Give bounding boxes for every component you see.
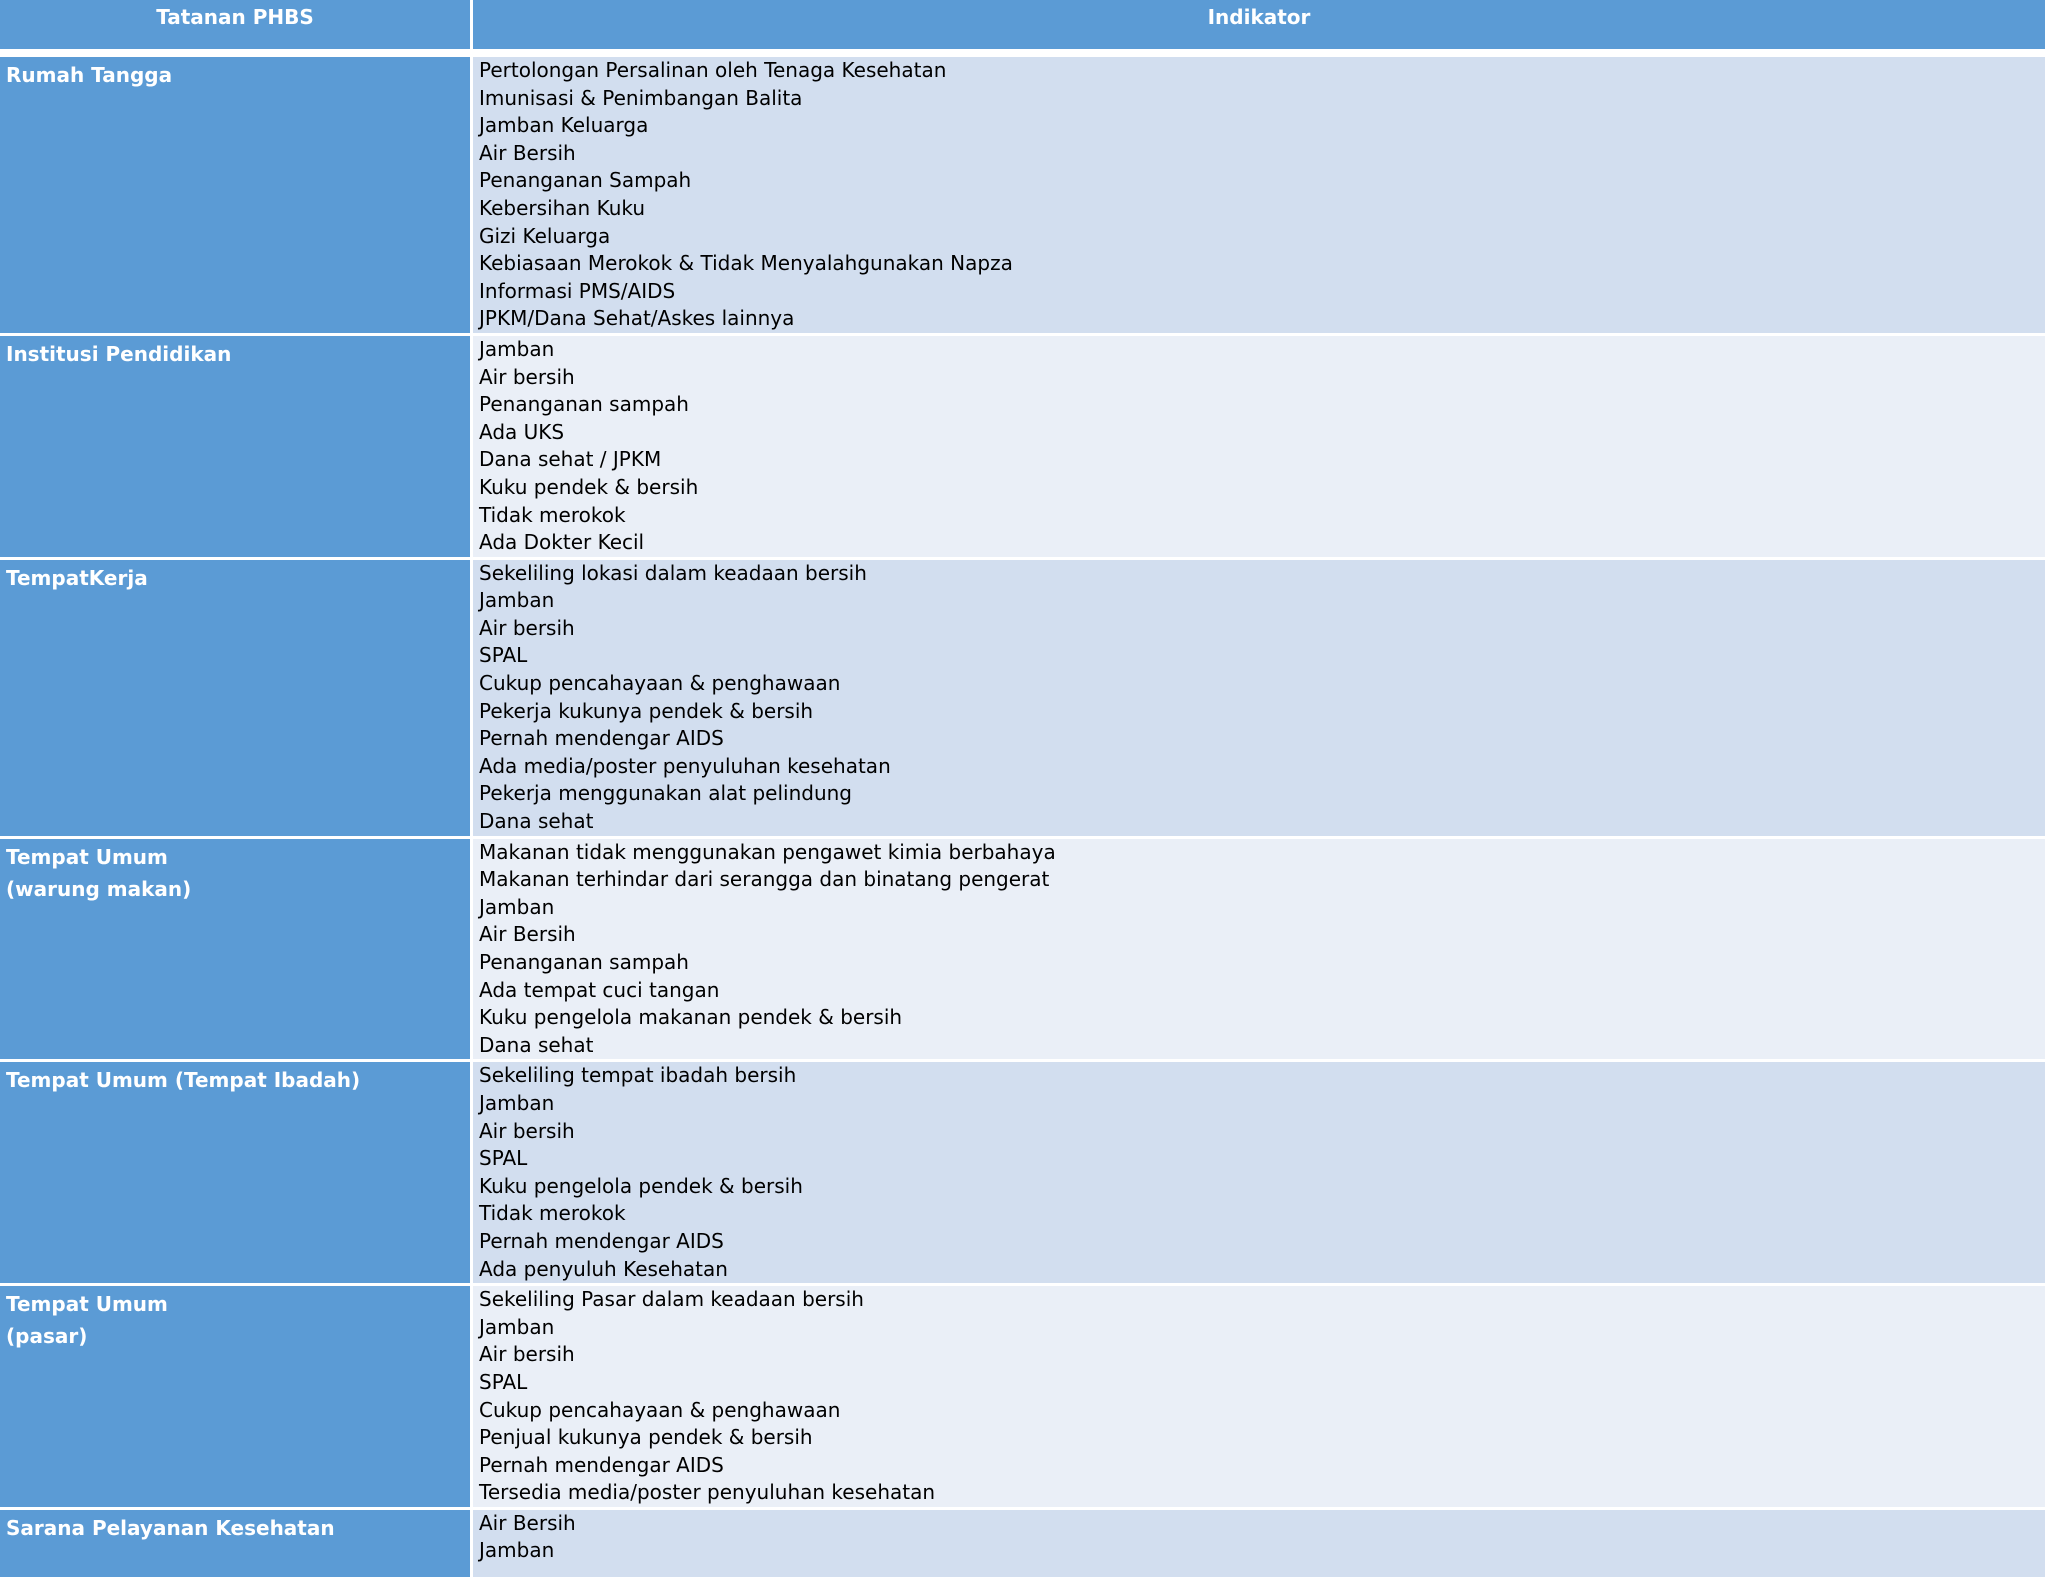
indicator-item: Kuku pendek & bersih <box>479 474 699 499</box>
category-cell <box>0 1286 473 1510</box>
indicator-item: SPAL <box>479 643 528 668</box>
table-row <box>0 1286 2048 1510</box>
indicator-item: Pertolongan Persalinan oleh Tenaga Kesehatan <box>479 58 947 82</box>
indicator-item: Tidak merokok <box>479 1201 626 1226</box>
table-body <box>0 57 2048 1580</box>
category-label: Tempat Umum <box>6 844 168 869</box>
indicator-item: Kuku pengelola pendek & bersih <box>479 1173 803 1198</box>
indicator-item: Jamban <box>479 894 555 919</box>
indicator-cell <box>473 839 2048 1063</box>
indicator-item: Air Bersih <box>479 1510 576 1535</box>
table-row <box>0 839 2048 1063</box>
indicator-item: Penanganan sampah <box>479 950 689 974</box>
indicator-item: Jamban <box>479 1314 555 1339</box>
category-label: (warung makan) <box>6 876 192 901</box>
indicator-item: Jamban <box>479 1538 555 1563</box>
indicator-item: Tersedia media/poster penyuluhan kesehatan <box>479 1480 936 1505</box>
category-label: Institusi Pendidikan <box>6 341 232 366</box>
indicator-item: Ada media/poster penyuluhan kesehatan <box>479 753 891 778</box>
indicator-item: Tidak merokok <box>479 502 626 527</box>
indicator-item: Informasi PMS/AIDS <box>479 278 676 303</box>
indicator-item: Ada penyuluh Kesehatan <box>479 1256 728 1281</box>
category-label: (pasar) <box>6 1324 88 1349</box>
indicator-item: Penanganan Sampah <box>479 168 692 193</box>
indicator-item: Sekeliling lokasi dalam keadaan bersih <box>479 560 867 585</box>
indicator-item: Pernah mendengar AIDS <box>479 726 724 751</box>
indicator-item: Cukup pencahayaan & penghawaan <box>479 1397 841 1422</box>
category-label: Tempat Umum (Tempat Ibadah) <box>6 1068 361 1093</box>
indicator-item: Ada tempat cuci tangan <box>479 977 720 1002</box>
indicator-item: Sekeliling tempat ibadah bersih <box>479 1063 797 1088</box>
indicator-item: Air bersih <box>479 615 575 640</box>
indicator-item: Dana sehat <box>479 1032 594 1057</box>
header-indikator: Indikator <box>473 0 2048 57</box>
indicator-item: Dana sehat <box>479 809 594 834</box>
indicator-item: Air Bersih <box>479 922 576 947</box>
indicator-item: SPAL <box>479 1369 528 1394</box>
indicator-cell <box>473 1062 2048 1286</box>
indicator-item: Kebersihan Kuku <box>479 195 646 220</box>
indicator-item: Ada UKS <box>479 419 565 444</box>
indicator-item: Pekerja kukunya pendek & bersih <box>479 698 814 723</box>
indicator-item: Sekeliling Pasar dalam keadaan bersih <box>479 1287 864 1312</box>
indicator-cell <box>473 1286 2048 1510</box>
table-row <box>0 1510 2048 1580</box>
indicator-item: Penjual kukunya pendek & bersih <box>479 1425 813 1450</box>
indicator-cell <box>473 336 2048 560</box>
indicator-item: Jamban <box>479 336 555 361</box>
indicator-item: Jamban <box>479 1090 555 1115</box>
indicator-item: Penanganan sampah <box>479 392 689 417</box>
table-row <box>0 336 2048 560</box>
indicator-item: Kebiasaan Merokok & Tidak Menyalahgunakan Napza <box>479 251 1013 276</box>
category-cell <box>0 57 473 336</box>
category-cell <box>0 1062 473 1286</box>
indicator-item: Gizi Keluarga <box>479 223 611 248</box>
indicator-cell <box>473 560 2048 839</box>
indicator-item: Pernah mendengar AIDS <box>479 1228 724 1253</box>
indicator-item: Makanan terhindar dari serangga dan binatang pengerat <box>479 867 1050 892</box>
indicator-item: Air bersih <box>479 364 575 389</box>
category-label: TempatKerja <box>6 565 148 590</box>
table-row <box>0 560 2048 839</box>
category-cell <box>0 336 473 560</box>
category-cell <box>0 839 473 1063</box>
indicator-item: Air Bersih <box>479 140 576 165</box>
indicator-item: Kuku pengelola makanan pendek & bersih <box>479 1005 903 1030</box>
table-row <box>0 1062 2048 1286</box>
category-label: Tempat Umum <box>6 1292 168 1317</box>
indicator-item: Jamban <box>479 588 555 613</box>
category-cell <box>0 1510 473 1580</box>
header-tatanan: Tatanan PHBS <box>0 0 473 57</box>
category-cell <box>0 560 473 839</box>
indicator-item: JPKM/Dana Sehat/Askes lainnya <box>479 306 795 331</box>
category-label: Sarana Pelayanan Kesehatan <box>6 1515 335 1540</box>
indicator-cell <box>473 57 2048 336</box>
indicator-cell <box>473 1510 2048 1580</box>
table-header <box>0 0 2048 57</box>
indicator-item: Ada Dokter Kecil <box>479 530 645 555</box>
indicator-item: Jamban Keluarga <box>479 113 649 138</box>
indicator-item: Air bersih <box>479 1118 575 1143</box>
indicator-item: Cukup pencahayaan & penghawaan <box>479 671 841 696</box>
indicator-item: Pekerja menggunakan alat pelindung <box>479 781 852 806</box>
indicator-item: Dana sehat / JPKM <box>479 447 662 472</box>
indicator-item: SPAL <box>479 1146 528 1171</box>
indicator-item: Makanan tidak menggunakan pengawet kimia berbahaya <box>479 839 1056 864</box>
indicator-item: Imunisasi & Penimbangan Balita <box>479 85 803 110</box>
category-label: Rumah Tangga <box>6 63 173 87</box>
indicator-item: Pernah mendengar AIDS <box>479 1452 724 1477</box>
header-row <box>0 0 2048 57</box>
table-row <box>0 57 2048 336</box>
indicator-item: Air bersih <box>479 1342 575 1367</box>
